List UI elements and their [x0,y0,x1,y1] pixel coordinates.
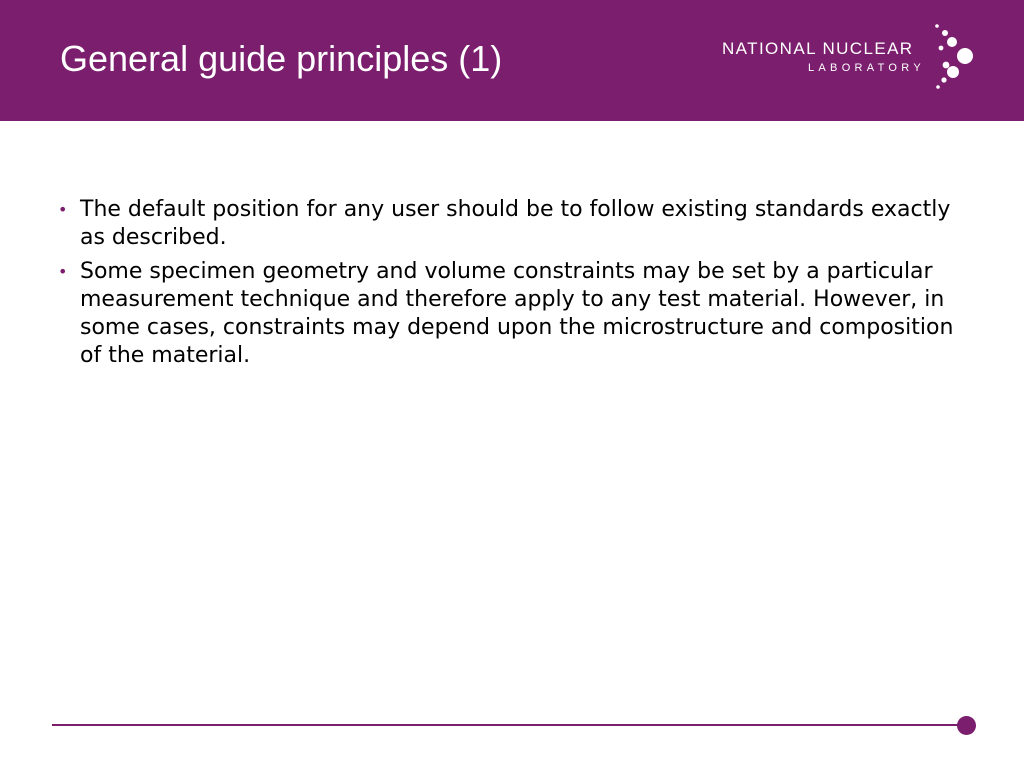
bullet-marker: • [58,262,68,281]
logo-dots-icon [925,20,985,96]
footer-divider [52,724,964,726]
bullet-text: Some specimen geometry and volume constraints may be set by a particular measurement technique and therefore apply to any test material. However, in some cases, constraints may depend upon the microstructure and composition of the material. [80,259,954,368]
footer-dot-icon [957,716,976,735]
slide-title: General guide principles (1) [60,38,503,79]
bullet-marker: • [58,200,68,219]
bullet-item [58,196,958,252]
nnl-logo [720,20,990,96]
logo-text-line2: LABORATORY [808,62,925,74]
logo-text-line1: NATIONAL NUCLEAR [722,39,914,58]
bullet-text: The default position for any user should be to follow existing standards exactly as described. [80,197,951,250]
bullet-item [58,258,958,370]
bullet-list [58,196,958,376]
header-band [0,0,1024,121]
